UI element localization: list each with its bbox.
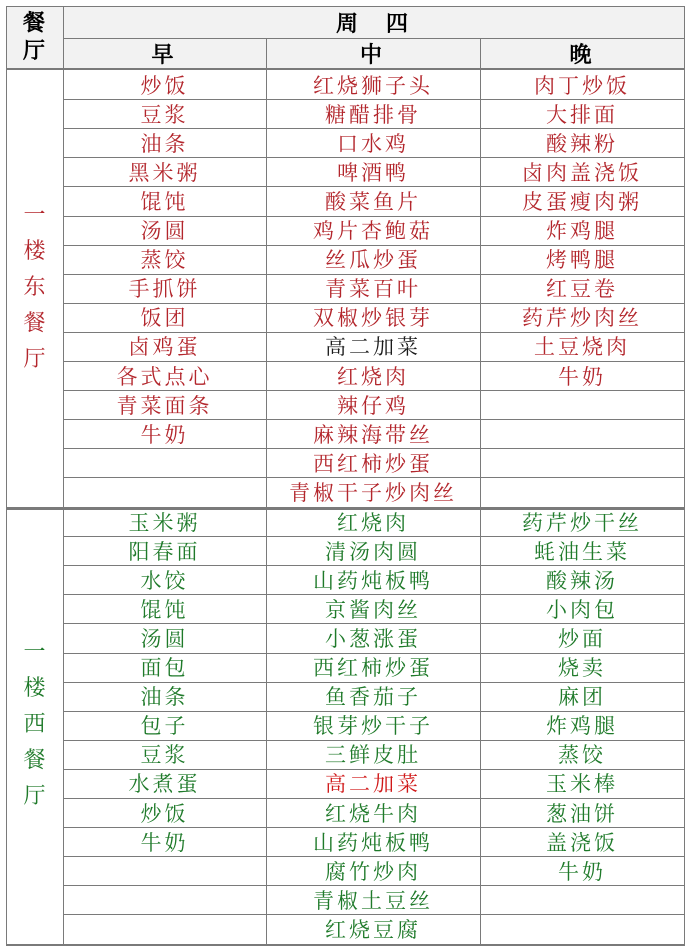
menu-cell-lunch: 青椒土豆丝 [313,888,433,913]
menu-cell-dinner: 烧卖 [558,656,606,681]
section-name-char: 一 [23,640,46,666]
menu-cell-lunch: 红烧豆腐 [325,917,421,942]
menu-cell-lunch: 腐竹炒肉 [325,859,421,884]
menu-cell-dinner: 牛奶 [558,364,606,389]
day-header: 周 四 [335,10,411,37]
section-name-char: 餐 [23,311,46,337]
menu-cell-dinner: 烤鸭腿 [546,248,618,273]
section-name-east [6,70,63,507]
menu-cell-breakfast: 黑米粥 [128,160,201,185]
menu-cell-lunch: 红烧狮子头 [313,73,433,98]
menu-cell-breakfast: 面包 [140,656,189,681]
menu-cell-lunch: 丝瓜炒蛋 [325,248,421,273]
section-name-west [6,507,63,944]
section-name-char: 楼 [23,676,46,702]
menu-cell-dinner: 皮蛋瘦肉粥 [522,189,642,214]
menu-cell-dinner: 酸辣粉 [546,131,618,156]
menu-cell-breakfast: 玉米粥 [128,510,201,535]
menu-cell-dinner [480,477,684,506]
menu-cell-dinner: 药芹炒干丝 [522,510,642,535]
menu-cell-breakfast: 豆浆 [140,102,189,127]
section-name-char: 厅 [23,784,46,810]
menu-cell-dinner: 药芹炒肉丝 [522,306,642,331]
menu-cell-breakfast: 炒饭 [140,73,189,98]
column-divider [63,6,64,946]
section-name-char: 西 [23,712,46,738]
menu-cell-lunch: 红烧肉 [337,364,409,389]
column-divider [6,6,7,946]
menu-cell-dinner: 炒面 [558,626,606,651]
menu-cell-breakfast: 各式点心 [116,364,213,389]
menu-cell-dinner: 酸辣汤 [546,568,618,593]
lunch-header: 中 [359,42,385,68]
menu-cell-breakfast: 炒饭 [140,801,189,826]
menu-cell-lunch: 红烧牛肉 [325,801,421,826]
menu-cell-lunch: 酸菜鱼片 [325,189,421,214]
menu-cell-dinner: 小肉包 [546,597,618,622]
menu-cell-lunch: 银芽炒干子 [313,714,433,739]
menu-cell-breakfast: 手抓饼 [128,277,201,302]
menu-cell-lunch: 糖醋排骨 [325,102,421,127]
dinner-header: 晚 [569,42,595,68]
menu-cell-dinner: 葱油饼 [546,801,618,826]
menu-cell-dinner: 卤肉盖浇饭 [522,160,642,185]
menu-cell-breakfast [63,914,266,943]
menu-cell-lunch: 三鲜皮肚 [325,743,421,768]
menu-cell-breakfast: 阳春面 [128,539,201,564]
menu-cell-lunch: 山药炖板鸭 [313,568,433,593]
menu-cell-lunch: 鱼香茄子 [325,685,421,710]
menu-cell-breakfast: 汤圆 [140,219,189,244]
menu-cell-lunch: 小葱涨蛋 [325,626,421,651]
menu-cell-dinner [480,419,684,448]
section-name-char: 一 [23,203,46,229]
menu-cell-breakfast: 油条 [140,685,189,710]
menu-cell-dinner: 牛奶 [558,859,606,884]
menu-cell-breakfast: 饭团 [140,306,189,331]
menu-cell-lunch: 双椒炒银芽 [313,306,433,331]
menu-cell-dinner: 蚝油生菜 [534,539,630,564]
column-divider [684,6,685,946]
column-divider [266,38,267,946]
menu-cell-breakfast: 油条 [140,131,189,156]
menu-cell-breakfast: 蒸饺 [140,248,189,273]
menu-cell-lunch: 麻辣海带丝 [313,422,433,447]
menu-cell-dinner [480,914,684,943]
menu-cell-dinner: 炸鸡腿 [546,219,618,244]
menu-cell-lunch: 西红柿炒蛋 [313,656,433,681]
menu-cell-breakfast [63,885,266,914]
menu-cell-breakfast: 馄饨 [140,189,189,214]
menu-cell-lunch: 辣仔鸡 [337,393,409,418]
menu-cell-dinner: 玉米棒 [546,772,618,797]
menu-cell-lunch: 红烧肉 [337,510,409,535]
column-divider [480,38,481,946]
menu-cell-breakfast: 包子 [140,714,189,739]
breakfast-header: 早 [151,42,177,68]
menu-cell-dinner: 大排面 [546,102,618,127]
menu-cell-breakfast: 牛奶 [140,422,189,447]
menu-cell-breakfast: 水饺 [140,568,189,593]
section-name-char: 餐 [23,748,46,774]
menu-cell-lunch: 高二加菜 [325,772,421,797]
restaurant-header-char-1: 餐 [22,10,45,36]
menu-cell-dinner [480,448,684,477]
menu-cell-breakfast: 青菜面条 [116,393,213,418]
menu-cell-lunch: 清汤肉圆 [325,539,421,564]
menu-cell-breakfast [63,448,266,477]
menu-cell-breakfast: 豆浆 [140,743,189,768]
restaurant-header-char-2: 厅 [22,38,45,64]
menu-cell-lunch: 京酱肉丝 [325,597,421,622]
menu-cell-breakfast [63,477,266,506]
header-divider [63,38,684,39]
menu-cell-dinner [480,390,684,419]
menu-cell-dinner: 肉丁炒饭 [534,73,630,98]
menu-cell-lunch: 口水鸡 [337,131,409,156]
menu-cell-breakfast: 水煮蛋 [128,772,201,797]
menu-cell-lunch: 青椒干子炒肉丝 [289,480,457,505]
menu-cell-lunch: 青菜百叶 [325,277,421,302]
menu-cell-breakfast: 牛奶 [140,830,189,855]
menu-cell-dinner: 红豆卷 [546,277,618,302]
table-border-top [6,6,684,7]
section-name-char: 厅 [23,347,46,373]
menu-cell-dinner: 土豆烧肉 [534,335,630,360]
menu-cell-lunch: 山药炖板鸭 [313,830,433,855]
menu-cell-lunch: 西红柿炒蛋 [313,451,433,476]
menu-cell-breakfast: 汤圆 [140,626,189,651]
section-name-char: 东 [23,275,46,301]
menu-cell-dinner: 麻团 [558,685,606,710]
menu-cell-lunch: 高二加菜 [325,335,421,360]
menu-cell-breakfast [63,856,266,885]
section-name-char: 楼 [23,239,46,265]
section-bottom-border [6,944,684,946]
menu-cell-breakfast: 馄饨 [140,597,189,622]
menu-cell-dinner: 炸鸡腿 [546,714,618,739]
restaurant-header [6,6,62,68]
menu-cell-dinner: 盖浇饭 [546,830,618,855]
menu-cell-breakfast: 卤鸡蛋 [128,335,201,360]
menu-cell-lunch: 鸡片杏鲍菇 [313,219,433,244]
menu-cell-dinner: 蒸饺 [558,743,606,768]
menu-cell-lunch: 啤酒鸭 [337,160,409,185]
menu-cell-dinner [480,885,684,914]
